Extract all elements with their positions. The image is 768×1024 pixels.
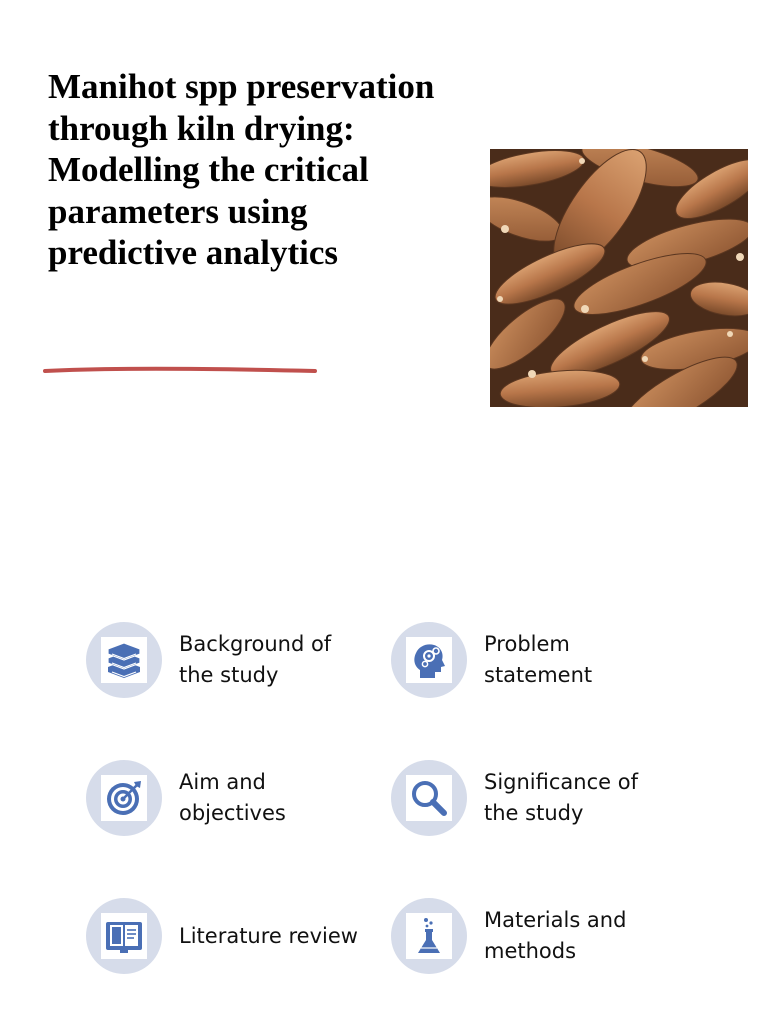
cassava-photo (490, 149, 748, 407)
title-underline (43, 364, 317, 376)
flask-icon (391, 898, 467, 974)
agenda-label: Background of the study (179, 632, 332, 687)
agenda-item-literature[interactable] (86, 898, 358, 974)
agenda-label: Significance of the study (484, 770, 638, 825)
agenda-label: Materials and methods (484, 908, 627, 963)
agenda-label: Literature review (179, 923, 358, 948)
agenda-item-methods[interactable] (391, 898, 626, 974)
target-arrow-icon (86, 760, 162, 836)
agenda-item-problem[interactable] (391, 622, 592, 698)
head-gears-icon (391, 622, 467, 698)
agenda-item-background[interactable] (86, 622, 331, 698)
slide-title: Manihot spp preservation through kiln drying: Modelling the critical parameters using predictive analytics (48, 67, 435, 272)
open-book-icon (86, 898, 162, 974)
agenda-item-significance[interactable] (391, 760, 638, 836)
agenda-label: Aim and objectives (179, 770, 286, 825)
stacked-books-icon (86, 622, 162, 698)
agenda-item-aim[interactable] (86, 760, 286, 836)
agenda-label: Problem statement (484, 632, 593, 687)
magnifier-icon (391, 760, 467, 836)
